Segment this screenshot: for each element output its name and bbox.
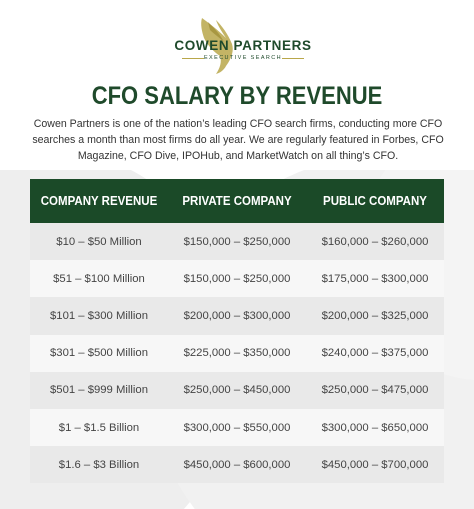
revenue-cell: $101 – $300 Million (50, 309, 148, 322)
private-salary-cell: $150,000 – $250,000 (183, 235, 291, 248)
private-salary-cell: $150,000 – $250,000 (183, 272, 291, 285)
table-row (30, 260, 444, 297)
public-salary-cell: $300,000 – $650,000 (321, 421, 429, 434)
revenue-cell: $1.6 – $3 Billion (58, 458, 140, 471)
company-logo (168, 14, 318, 74)
logo-tagline: EXECUTIVE SEARCH (203, 55, 283, 61)
logo-rule-right (282, 58, 304, 59)
private-salary-cell: $250,000 – $450,000 (183, 384, 291, 397)
revenue-cell: $501 – $999 Million (50, 384, 148, 397)
revenue-cell: $1 – $1.5 Billion (58, 421, 140, 434)
column-header-revenue: COMPANY REVENUE (40, 194, 158, 208)
private-salary-cell: $300,000 – $550,000 (183, 421, 291, 434)
column-header-private: PRIVATE COMPANY (182, 194, 292, 208)
table-row (30, 297, 444, 334)
logo-name: COWEN PARTNERS (174, 38, 312, 53)
table-row (30, 223, 444, 260)
table-row (30, 372, 444, 409)
revenue-cell: $10 – $50 Million (56, 235, 142, 248)
public-salary-cell: $450,000 – $700,000 (321, 458, 429, 471)
private-salary-cell: $225,000 – $350,000 (183, 347, 291, 360)
table-row (30, 409, 444, 446)
table-row (30, 335, 444, 372)
public-salary-cell: $160,000 – $260,000 (321, 235, 429, 248)
page-title: CFO SALARY BY REVENUE (91, 82, 383, 110)
revenue-cell: $51 – $100 Million (53, 272, 145, 285)
public-salary-cell: $240,000 – $375,000 (321, 347, 429, 360)
private-salary-cell: $200,000 – $300,000 (183, 309, 291, 322)
table-row (30, 446, 444, 483)
private-salary-cell: $450,000 – $600,000 (183, 458, 291, 471)
salary-table (30, 179, 444, 483)
table-body (30, 223, 444, 483)
column-header-public: PUBLIC COMPANY (323, 194, 427, 208)
public-salary-cell: $250,000 – $475,000 (321, 384, 429, 397)
public-salary-cell: $175,000 – $300,000 (321, 272, 429, 285)
table-header (30, 179, 444, 223)
public-salary-cell: $200,000 – $325,000 (321, 309, 429, 322)
intro-paragraph: Cowen Partners is one of the nation’s leading CFO search firms, conducting more CFO searches a month than most firms do all year. We are regularly featured in Forbes, CFO Magazine, CFO Dive, IPOHub, and MarketWatch on all thing’s CFO. (32, 118, 444, 162)
revenue-cell: $301 – $500 Million (50, 347, 148, 360)
